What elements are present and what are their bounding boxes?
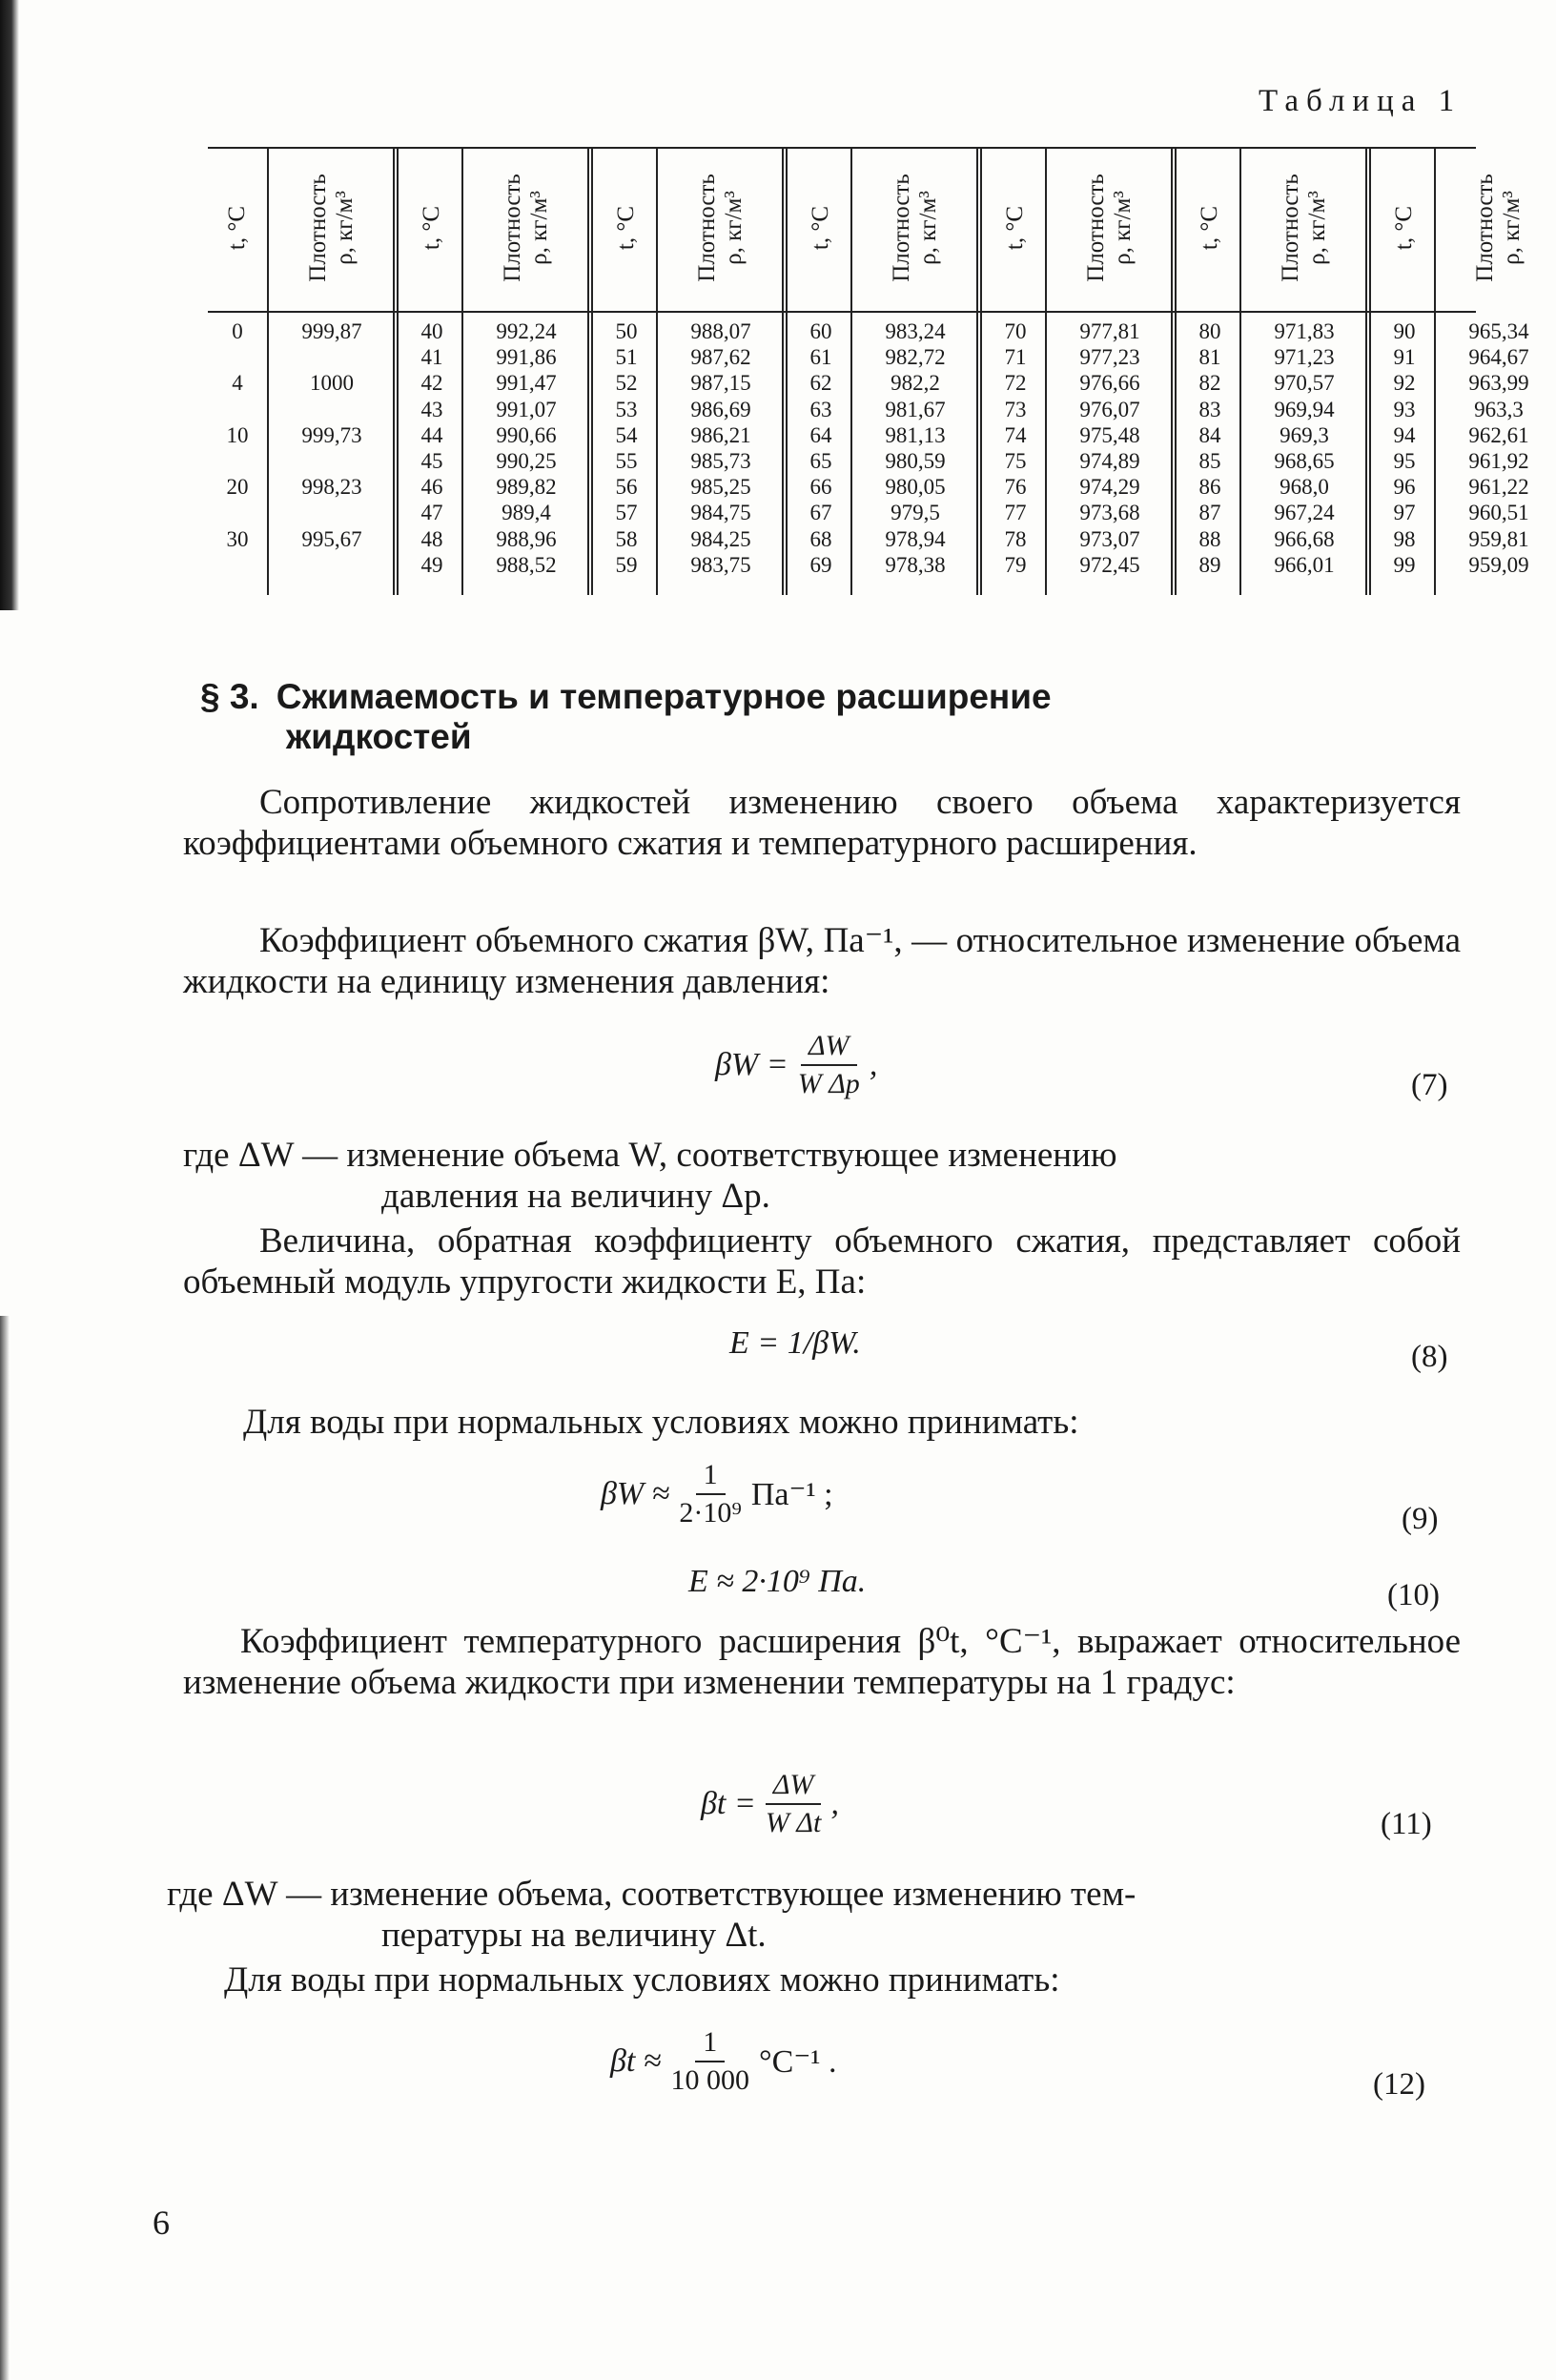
cell-t: 64 xyxy=(809,422,832,447)
formula-7 xyxy=(715,1030,877,1100)
paragraph-4: Величина, обратная коэффициенту объемного сжатия, представляет собой объемный модуль упругости жидкости E, Па: xyxy=(183,1221,1461,1302)
section-title-line1: Сжимаемость и температурное расширение xyxy=(276,677,1052,716)
cell-t: 67 xyxy=(809,501,832,525)
cell-t: 56 xyxy=(615,475,638,500)
column-density xyxy=(271,318,393,578)
formula-9-lhs: βW ≈ xyxy=(601,1476,670,1511)
cell-density: 990,66 xyxy=(496,422,557,447)
cell-t: 41 xyxy=(420,345,443,370)
cell-density: 975,48 xyxy=(1079,422,1140,447)
cell-t: 79 xyxy=(1004,552,1027,577)
cell-density: 964,67 xyxy=(1468,345,1529,370)
header-t-text: t, °C xyxy=(224,205,250,251)
formula-11-num: ΔW xyxy=(766,1769,822,1805)
cell-t: 92 xyxy=(1393,371,1416,396)
cell-density: 986,21 xyxy=(690,422,751,447)
cell-t: 47 xyxy=(420,501,443,525)
cell-t: 97 xyxy=(1393,501,1416,525)
column-t xyxy=(208,318,267,578)
table-column-rule xyxy=(267,147,269,595)
cell-t: 54 xyxy=(615,422,638,447)
cell-density: 978,94 xyxy=(885,526,946,551)
header-density xyxy=(854,147,976,309)
cell-density: 968,0 xyxy=(1280,475,1329,500)
cell-density: 991,86 xyxy=(496,345,557,370)
header-density-text: Плотность ρ, кг/м³ xyxy=(305,174,358,282)
formula-12 xyxy=(610,2026,836,2097)
cell-t: 60 xyxy=(809,319,832,343)
header-t xyxy=(597,147,656,309)
cell-density: 976,66 xyxy=(1079,371,1140,396)
cell-t: 76 xyxy=(1004,475,1027,500)
cell-density: 966,68 xyxy=(1274,526,1335,551)
cell-density: 969,3 xyxy=(1280,422,1329,447)
cell-density: 984,75 xyxy=(690,501,751,525)
cell-density: 980,05 xyxy=(885,475,946,500)
cell-density: 980,59 xyxy=(885,449,946,474)
cell-t: 93 xyxy=(1393,397,1416,421)
cell-density: 965,34 xyxy=(1468,319,1529,343)
cell-density: 959,09 xyxy=(1468,552,1529,577)
cell-t: 68 xyxy=(809,526,832,551)
table-column-rule xyxy=(1434,147,1436,595)
cell-t: 53 xyxy=(615,397,638,421)
formula-11-lhs: βt = xyxy=(701,1786,756,1821)
header-density xyxy=(1438,147,1556,309)
cell-density: 1000 xyxy=(310,371,354,396)
formula-9 xyxy=(601,1459,833,1529)
cell-density: 990,25 xyxy=(496,449,557,474)
cell-t: 99 xyxy=(1393,552,1416,577)
cell-t: 52 xyxy=(615,371,638,396)
formula-7-num: ΔW xyxy=(801,1030,857,1066)
cell-density: 960,51 xyxy=(1468,501,1529,525)
cell-t: 0 xyxy=(232,319,243,343)
cell-t: 63 xyxy=(809,397,832,421)
cell-t: 91 xyxy=(1393,345,1416,370)
cell-t: 88 xyxy=(1198,526,1221,551)
cell-density: 967,24 xyxy=(1274,501,1335,525)
header-t xyxy=(1375,147,1434,309)
paragraph-5: Для воды при нормальных условиях можно принимать: xyxy=(243,1403,1079,1442)
cell-density: 985,25 xyxy=(690,475,751,500)
cell-density: 991,07 xyxy=(496,397,557,421)
table-group-rule xyxy=(782,147,788,595)
eq-number-7: (7) xyxy=(1411,1068,1448,1102)
formula-12-den: 10 000 xyxy=(670,2064,750,2096)
eq-number-11: (11) xyxy=(1381,1807,1432,1841)
cell-t: 78 xyxy=(1004,526,1027,551)
cell-t: 85 xyxy=(1198,449,1221,474)
paragraph-6: Коэффициент температурного расширения β⁰t, °C⁻¹, выражает относительное изменение объема жидкости при изменении температуры на 1 градус: xyxy=(183,1622,1461,1702)
cell-density: 963,99 xyxy=(1468,371,1529,396)
table-group-rule xyxy=(587,147,593,595)
cell-density: 983,24 xyxy=(885,319,946,343)
cell-density: 978,38 xyxy=(885,552,946,577)
cell-density: 977,23 xyxy=(1079,345,1140,370)
formula-7-tail: , xyxy=(869,1047,878,1082)
cell-density: 971,83 xyxy=(1274,319,1335,343)
header-t-text: t, °C xyxy=(613,205,639,251)
cell-t: 40 xyxy=(420,319,443,343)
header-t xyxy=(986,147,1045,309)
table-caption: Таблица 1 xyxy=(1259,84,1463,118)
paragraph-3a: где ΔW — изменение объема W, соответствующее изменению xyxy=(183,1136,1117,1175)
cell-density: 971,23 xyxy=(1274,345,1335,370)
cell-t: 55 xyxy=(615,449,638,474)
cell-density: 982,2 xyxy=(891,371,940,396)
cell-t: 81 xyxy=(1198,345,1221,370)
cell-t: 45 xyxy=(420,449,443,474)
cell-t: 65 xyxy=(809,449,832,474)
page-number: 6 xyxy=(153,2204,170,2242)
cell-density: 973,07 xyxy=(1079,526,1140,551)
cell-density: 974,89 xyxy=(1079,449,1140,474)
cell-t: 62 xyxy=(809,371,832,396)
cell-t: 75 xyxy=(1004,449,1027,474)
formula-8: E = 1/βW. xyxy=(729,1325,861,1361)
cell-density: 987,15 xyxy=(690,371,751,396)
cell-density: 969,94 xyxy=(1274,397,1335,421)
cell-density: 976,07 xyxy=(1079,397,1140,421)
cell-t: 61 xyxy=(809,345,832,370)
cell-t: 58 xyxy=(615,526,638,551)
section-number: § 3. xyxy=(200,677,259,716)
paragraph-7a: где ΔW — изменение объема, соответствующее изменению тем- xyxy=(167,1875,1136,1914)
cell-t: 82 xyxy=(1198,371,1221,396)
formula-11-tail: , xyxy=(830,1786,839,1821)
cell-t: 48 xyxy=(420,526,443,551)
header-t-text: t, °C xyxy=(419,205,444,251)
cell-density: 961,22 xyxy=(1468,475,1529,500)
cell-t: 69 xyxy=(809,552,832,577)
cell-density: 982,72 xyxy=(885,345,946,370)
table-group-rule xyxy=(1171,147,1177,595)
table-column-rule xyxy=(656,147,658,595)
column-density xyxy=(1438,318,1556,578)
formula-12-tail: °C⁻¹ . xyxy=(759,2044,837,2080)
binding-edge xyxy=(0,0,19,610)
cell-t: 59 xyxy=(615,552,638,577)
header-density-text: Плотность ρ, кг/м³ xyxy=(1278,174,1330,282)
cell-density: 983,75 xyxy=(690,552,751,577)
cell-t: 10 xyxy=(226,422,249,447)
cell-t: 42 xyxy=(420,371,443,396)
column-density xyxy=(465,318,587,578)
cell-t: 46 xyxy=(420,475,443,500)
section-heading xyxy=(200,677,1052,757)
formula-9-num: 1 xyxy=(696,1459,726,1495)
cell-density: 988,96 xyxy=(496,526,557,551)
formula-9-tail: Па⁻¹ ; xyxy=(750,1477,833,1512)
table-group-rule xyxy=(1365,147,1371,595)
table-column-rule xyxy=(850,147,852,595)
table-column-rule xyxy=(1045,147,1047,595)
paragraph-8: Для воды при нормальных условиях можно принимать: xyxy=(224,1960,1060,2000)
header-t xyxy=(791,147,850,309)
binding-edge-lower xyxy=(0,1316,10,2380)
table-column-rule xyxy=(1239,147,1241,595)
paragraph-3b: давления на величину Δp. xyxy=(381,1177,770,1216)
cell-t: 72 xyxy=(1004,371,1027,396)
cell-t: 70 xyxy=(1004,319,1027,343)
cell-density: 962,61 xyxy=(1468,422,1529,447)
cell-t: 86 xyxy=(1198,475,1221,500)
formula-7-lhs: βW = xyxy=(715,1047,788,1082)
cell-density: 999,73 xyxy=(301,422,362,447)
cell-density: 984,25 xyxy=(690,526,751,551)
header-t-text: t, °C xyxy=(1197,205,1222,251)
cell-t: 77 xyxy=(1004,501,1027,525)
cell-t: 84 xyxy=(1198,422,1221,447)
formula-12-lhs: βt ≈ xyxy=(610,2043,662,2079)
cell-density: 992,24 xyxy=(496,319,557,343)
header-density-text: Плотность ρ, кг/м³ xyxy=(694,174,747,282)
formula-10: E ≈ 2·10⁹ Па. xyxy=(688,1564,867,1599)
header-density-text: Плотность ρ, кг/м³ xyxy=(1083,174,1136,282)
cell-density: 977,81 xyxy=(1079,319,1140,343)
cell-t: 95 xyxy=(1393,449,1416,474)
cell-density: 998,23 xyxy=(301,475,362,500)
header-density xyxy=(1049,147,1171,309)
column-t xyxy=(986,318,1045,578)
header-density-text: Плотность ρ, кг/м³ xyxy=(889,174,941,282)
header-t-text: t, °C xyxy=(808,205,833,251)
formula-7-den: W Δp xyxy=(797,1068,860,1099)
header-density-text: Плотность ρ, кг/м³ xyxy=(500,174,552,282)
cell-t: 20 xyxy=(226,475,249,500)
cell-density: 981,67 xyxy=(885,397,946,421)
eq-number-8: (8) xyxy=(1411,1340,1448,1374)
column-t xyxy=(402,318,461,578)
cell-density: 989,82 xyxy=(496,475,557,500)
cell-t: 44 xyxy=(420,422,443,447)
column-density xyxy=(854,318,976,578)
cell-density: 989,4 xyxy=(502,501,551,525)
formula-11 xyxy=(701,1769,839,1839)
column-density xyxy=(1243,318,1365,578)
paragraph-2: Коэффициент объемного сжатия βW, Па⁻¹, — относительное изменение объема жидкости на единицу изменения давления: xyxy=(183,921,1461,1001)
cell-density: 979,5 xyxy=(891,501,940,525)
paragraph-1: Сопротивление жидкостей изменению своего объема характеризуется коэффициентами объемного сжатия и температурного расширения. xyxy=(183,783,1461,863)
cell-density: 985,73 xyxy=(690,449,751,474)
header-t xyxy=(208,147,267,309)
cell-density: 973,68 xyxy=(1079,501,1140,525)
cell-t: 4 xyxy=(232,371,243,396)
table-group-rule xyxy=(393,147,399,595)
cell-t: 90 xyxy=(1393,319,1416,343)
cell-t: 73 xyxy=(1004,397,1027,421)
cell-t: 80 xyxy=(1198,319,1221,343)
cell-density: 995,67 xyxy=(301,526,362,551)
cell-t: 50 xyxy=(615,319,638,343)
eq-number-9: (9) xyxy=(1402,1502,1439,1536)
header-t xyxy=(402,147,461,309)
table-group-rule xyxy=(976,147,982,595)
cell-density: 972,45 xyxy=(1079,552,1140,577)
column-t xyxy=(1180,318,1239,578)
header-t-text: t, °C xyxy=(1002,205,1028,251)
cell-density: 970,57 xyxy=(1274,371,1335,396)
density-table xyxy=(208,126,1529,603)
formula-11-den: W Δt xyxy=(765,1807,822,1838)
formula-9-den: 2·10⁹ xyxy=(679,1497,742,1529)
cell-t: 96 xyxy=(1393,475,1416,500)
column-density xyxy=(660,318,782,578)
cell-t: 57 xyxy=(615,501,638,525)
column-t xyxy=(597,318,656,578)
cell-density: 974,29 xyxy=(1079,475,1140,500)
paragraph-7b: пературы на величину Δt. xyxy=(381,1916,767,1955)
cell-t: 51 xyxy=(615,345,638,370)
column-t xyxy=(791,318,850,578)
header-density xyxy=(660,147,782,309)
cell-t: 66 xyxy=(809,475,832,500)
cell-density: 987,62 xyxy=(690,345,751,370)
cell-density: 959,81 xyxy=(1468,526,1529,551)
header-density xyxy=(271,147,393,309)
cell-density: 988,52 xyxy=(496,552,557,577)
column-density xyxy=(1049,318,1171,578)
cell-density: 963,3 xyxy=(1474,397,1524,421)
cell-density: 968,65 xyxy=(1274,449,1335,474)
eq-number-12: (12) xyxy=(1373,2067,1425,2102)
cell-density: 961,92 xyxy=(1468,449,1529,474)
cell-t: 98 xyxy=(1393,526,1416,551)
cell-t: 49 xyxy=(420,552,443,577)
header-t xyxy=(1180,147,1239,309)
cell-density: 991,47 xyxy=(496,371,557,396)
cell-t: 71 xyxy=(1004,345,1027,370)
cell-density: 966,01 xyxy=(1274,552,1335,577)
cell-t: 74 xyxy=(1004,422,1027,447)
cell-t: 30 xyxy=(226,526,249,551)
cell-density: 986,69 xyxy=(690,397,751,421)
cell-t: 87 xyxy=(1198,501,1221,525)
cell-t: 94 xyxy=(1393,422,1416,447)
column-t xyxy=(1375,318,1434,578)
cell-t: 83 xyxy=(1198,397,1221,421)
table-column-rule xyxy=(461,147,463,595)
cell-t: 43 xyxy=(420,397,443,421)
header-density xyxy=(1243,147,1365,309)
cell-density: 988,07 xyxy=(690,319,751,343)
header-density-text: Плотность ρ, кг/м³ xyxy=(1472,174,1525,282)
header-density xyxy=(465,147,587,309)
formula-12-num: 1 xyxy=(695,2026,725,2062)
header-t-text: t, °C xyxy=(1391,205,1417,251)
section-title-line2: жидкостей xyxy=(286,717,472,756)
eq-number-10: (10) xyxy=(1387,1578,1440,1612)
cell-t: 89 xyxy=(1198,552,1221,577)
cell-density: 999,87 xyxy=(301,319,362,343)
cell-density: 981,13 xyxy=(885,422,946,447)
